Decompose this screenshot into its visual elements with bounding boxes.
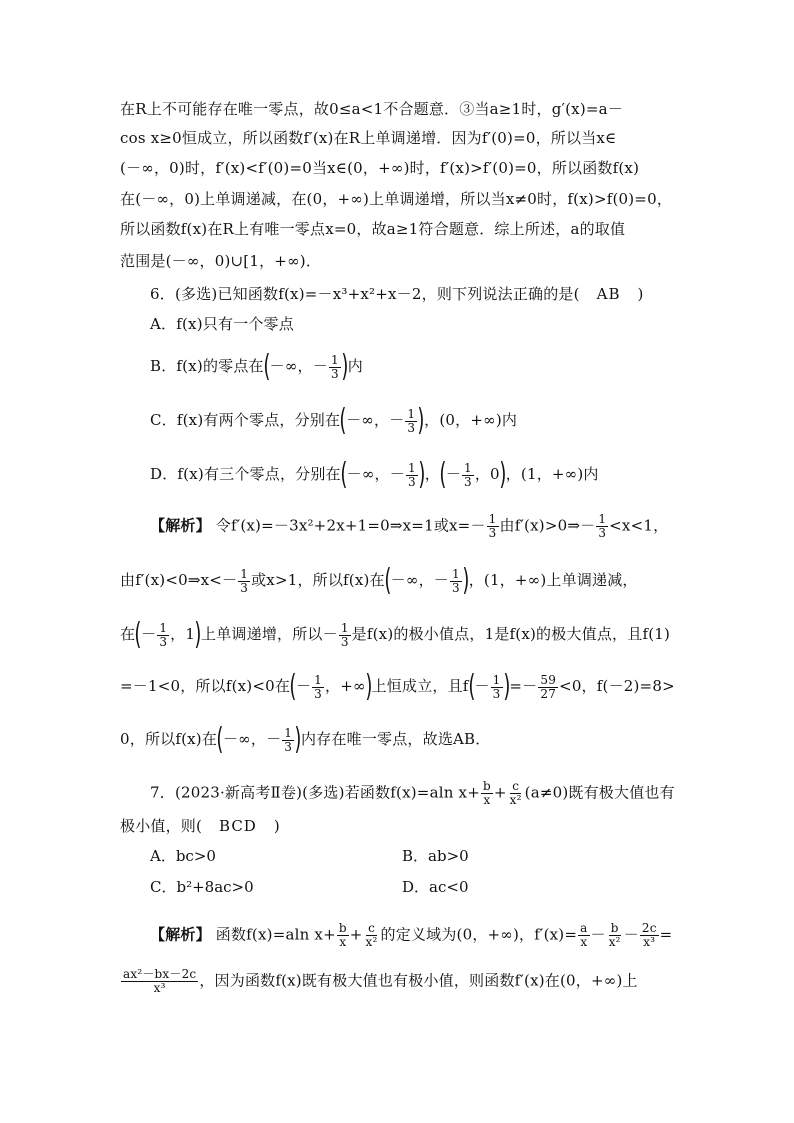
option-a: A．f(x)只有一个零点 [150,315,294,333]
solution-line: $\frac{\text{ax²－bx－2c}}{\text{x³}}$ ，因为函数f(x)既有极大值也有极小值，则函数f′(x)在(0，+∞)上 [123,967,638,995]
answer-key: BCD [219,817,257,835]
option-b [150,349,363,384]
left-paren: ( [439,457,447,492]
fraction: $\frac{1}{3}$ [314,672,323,701]
right-paren: ) [341,349,349,384]
fraction: $\frac{1}{3}$ [464,460,472,489]
option-c: C．b²+8ac>0 [150,878,254,896]
solution-tag: 【解析】 [150,516,211,535]
interval-text: －∞，－ [269,357,328,375]
fraction: $\frac{59}{27}$ [540,672,557,701]
option-text: B．f(x)的零点在 [150,357,264,375]
question-7-stem-cont: 极小值，则( BCD ) [120,817,280,835]
text-line: 所以函数f(x)在R上有唯一零点x=0，故a≥1符合题意．综上所述，a的取值 [120,220,626,238]
close-paren: ) [637,285,644,303]
fraction: $\frac{c}{\text{x²}}$ [365,921,378,949]
left-paren: ( [340,457,348,492]
solution-line: 由f′(x)<0⇒x<－ $\frac{1}{3}$ 或x>1，所以f(x)在(－∞，－ $\frac{1}{3}$ )，(1，+∞)上单调递减， [120,563,638,598]
interval-text: －∞，－ [346,465,405,483]
fraction: $\frac{1}{3}$ [407,460,416,489]
option-text: ，(1，+∞)内 [505,465,599,483]
right-paren: ) [418,457,426,492]
question-7-stem: 7．(2023·新高考Ⅱ卷)(多选)若函数f(x)=aln x+ $\frac{b}{x}$ + $\frac{c}{\text{x²}}$ (a≠0)既有极大值也有 [150,779,675,807]
option-d: D．ac<0 [402,878,469,896]
interval-text: －∞，－ [346,411,405,429]
answer-key: AB [596,285,621,303]
fraction: $\frac{1}{3}$ [330,352,339,381]
fraction: $\frac{1}{3}$ [598,512,607,540]
text-line: 范围是(－∞，0)∪[1，+∞)． [120,252,322,270]
solution-line: 【解析】 函数f(x)=aln x+ $\frac{b}{x}$ + $\frac{c}{\text{x²}}$ 的定义域为(0，+∞)，f′(x)= $\frac{a}{x}$ － $\frac{b}{\text{x²}}$ － $\frac{2c}{\text{x³}}$ = [150,921,673,949]
fraction: $\frac{b}{x}$ [482,779,491,807]
right-paren: ) [417,403,425,438]
option-text: D．f(x)有三个零点，分别在 [150,465,341,483]
fraction: $\frac{1}{3}$ [451,566,460,595]
left-paren: ( [263,349,271,384]
fraction: $\frac{2c}{\text{x³}}$ [641,921,657,949]
left-paren: ( [339,403,347,438]
option-text: 内 [347,357,363,375]
fraction: $\frac{1}{3}$ [488,512,497,540]
solution-line: =－1<0，所以f(x)<0在(－ $\frac{1}{3}$ ，+∞)上恒成立，且f(－ $\frac{1}{3}$ )=－ $\frac{59}{27}$ <0，f(－2)=8> [120,669,675,704]
solution-line: 0，所以f(x)在(－∞，－ $\frac{1}{3}$ )内存在唯一零点，故选AB． [120,722,491,757]
solution-line: 【解析】 令f′(x)=－3x²+2x+1=0⇒x=1或x=－ $\frac{1}{3}$ 由f′(x)>0⇒－ $\frac{1}{3}$ <x<1， [150,512,669,540]
option-b: B．ab>0 [402,847,469,865]
fraction: $\frac{1}{3}$ [159,620,168,649]
text-line: cos x≥0恒成立，所以函数f′(x)在R上单调递增．因为f′(0)=0，所以当x∈ [120,129,617,147]
fraction: $\frac{a}{x}$ [580,921,588,949]
solution-tag: 【解析】 [150,925,211,944]
option-d: D．f(x)有三个零点，分别在(－∞，－ $\frac{1}{3}$ )，(－ $\frac{1}{3}$ ，0)，(1，+∞)内 [150,457,599,492]
fraction: $\frac{\text{ax²－bx－2c}}{\text{x³}}$ [123,967,197,995]
fraction: $\frac{1}{3}$ [492,672,501,701]
option-text: C．f(x)有两个零点，分别在 [150,411,341,429]
question-6-stem [150,283,644,305]
option-c [150,403,518,438]
text-line: (－∞，0)时，f′(x)<f′(0)=0当x∈(0，+∞)时，f′(x)>f′(0)=0，所以函数f(x) [120,159,640,177]
text-line: 在R上不可能存在唯一零点，故0≤a<1不合题意．③当a≥1时，g′(x)=a－ [120,100,624,118]
question-stem-text: 6．(多选)已知函数f(x)=－x³+x²+x－2，则下列说法正确的是( [150,285,580,303]
option-a: A．bc>0 [150,847,216,865]
right-paren: ) [499,457,507,492]
option-text: ，(0，+∞)内 [424,411,518,429]
fraction: $\frac{b}{x}$ [338,921,347,949]
solution-line: 在(－ $\frac{1}{3}$ ，1)上单调递增，所以－ $\frac{1}{3}$ 是f(x)的极小值点，1是f(x)的极大值点，且f(1) [120,617,671,652]
fraction: $\frac{c}{\text{x²}}$ [509,779,522,807]
fraction: $\frac{1}{3}$ [340,620,349,649]
text-line: 在(－∞，0)上单调递减，在(0，+∞)上单调递增，所以当x≠0时，f(x)>f(0)=0， [120,190,673,208]
fraction: $\frac{1}{3}$ [407,406,416,435]
fraction: $\frac{1}{3}$ [240,566,249,595]
fraction: $\frac{b}{\text{x²}}$ [608,921,621,949]
fraction: $\frac{1}{3}$ [284,725,293,754]
